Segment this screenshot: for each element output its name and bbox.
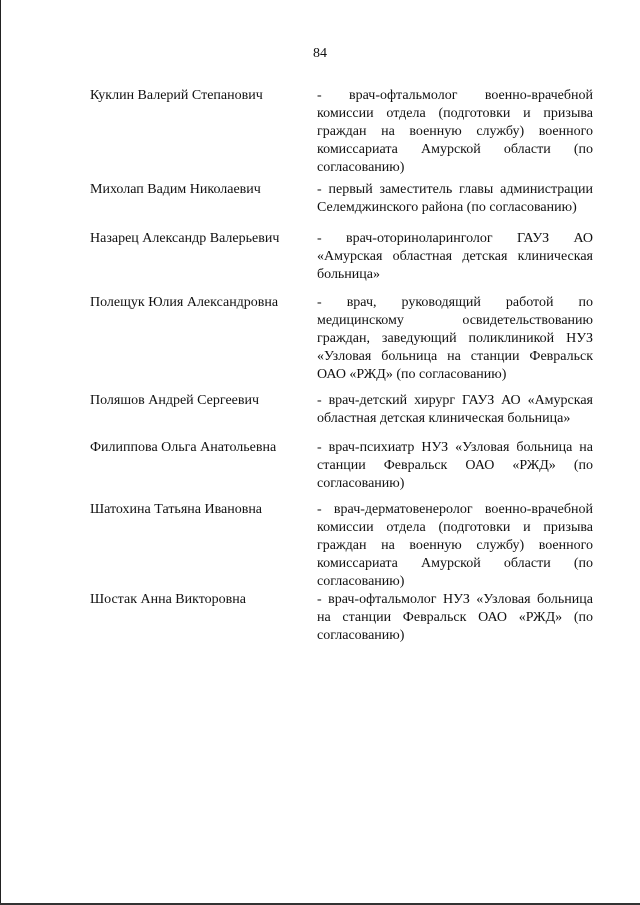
member-name: Шостак Анна Викторовна [90, 592, 246, 607]
member-role: - врач-дерматовенеролог военно-врачебной комиссии отдела (подготовки и призыва граждан на военную службу) военного комиссариата Амурской области (по согласованию) [317, 502, 593, 589]
member-role: - первый заместитель главы администрации Селемджинского района (по согласованию) [317, 182, 593, 215]
member-name: Куклин Валерий Степанович [90, 88, 263, 103]
member-name: Полещук Юлия Александровна [90, 295, 279, 310]
member-name: Михолап Вадим Николаевич [90, 182, 261, 197]
member-role: - врач-оториноларинголог ГАУЗ АО «Амурская областная детская клиническая больница» [317, 231, 593, 282]
member-name: Филиппова Ольга Анатольевна [90, 440, 277, 455]
member-name: Поляшов Андрей Сергеевич [90, 393, 260, 408]
member-role: - врач-детский хирург ГАУЗ АО «Амурская областная детская клиническая больница» [317, 393, 593, 426]
member-name: Назарец Александр Валерьевич [90, 231, 280, 246]
page-number: 84 [313, 46, 327, 61]
scan-margin-line [0, 0, 1, 905]
member-role: - врач-офтальмолог военно-врачебной комиссии отдела (подготовки и призыва граждан на военную службу) военного комиссариата Амурской области (по согласованию) [317, 88, 593, 175]
member-role: - врач-офтальмолог НУЗ «Узловая больница на станции Февральск ОАО «РЖД» (по согласованию) [317, 592, 593, 643]
member-role: - врач-психиатр НУЗ «Узловая больница на станции Февральск ОАО «РЖД» (по согласованию) [317, 440, 593, 491]
member-name: Шатохина Татьяна Ивановна [90, 502, 263, 517]
member-role: - врач, руководящий работой по медицинскому освидетельствованию граждан, заведующий поликлиникой НУЗ «Узловая больница на станции Февральск ОАО «РЖД» (по согласованию) [317, 295, 593, 382]
